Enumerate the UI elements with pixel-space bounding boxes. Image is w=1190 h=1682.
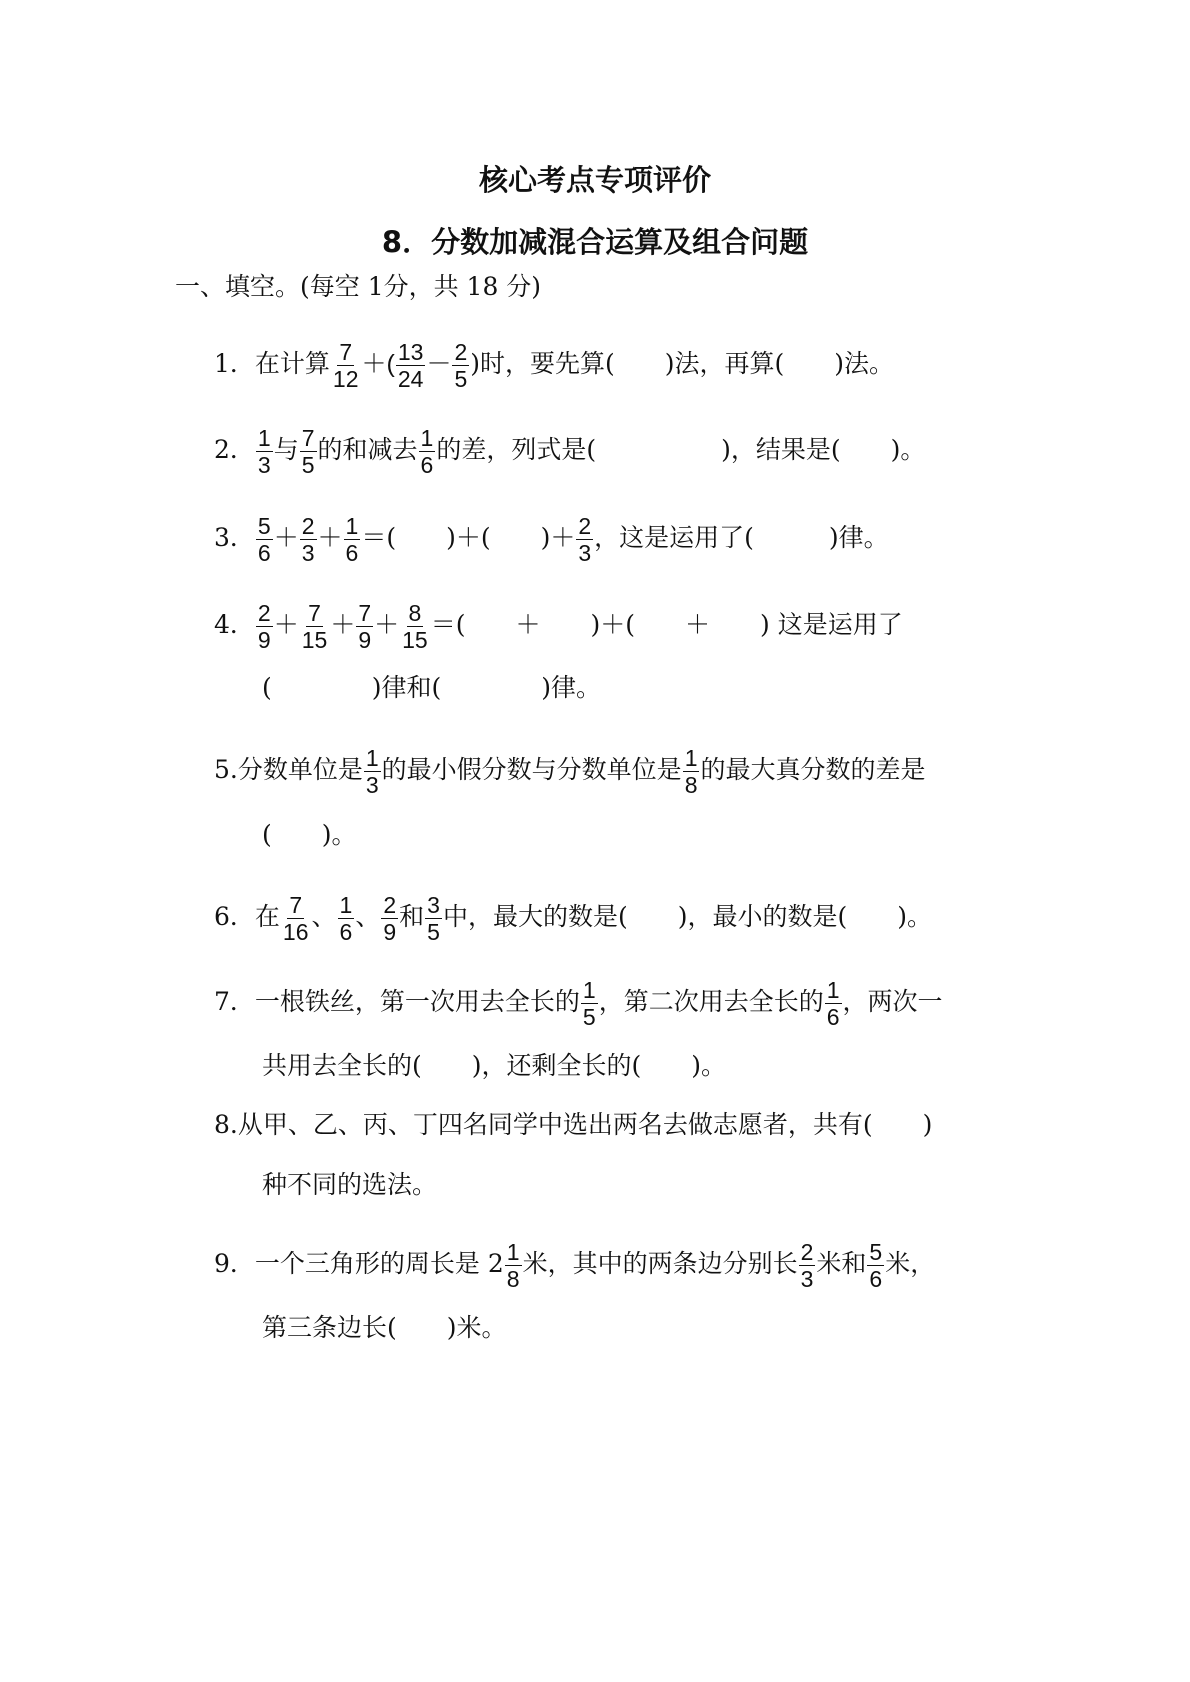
question-text: 在计算 (254, 349, 330, 378)
question-7-continuation: 共用去全长的( )，还剩全长的( )。 (262, 1051, 727, 1080)
question-text: 与 (273, 435, 299, 464)
fraction: $\frac{2}{5}$ (454, 339, 468, 392)
fraction: $\frac{1}{3}$ (365, 745, 379, 798)
question-text: 米， (885, 1249, 936, 1278)
question-text: ＝( ＋ )＋( ＋ ) 这是运用了 (430, 610, 903, 639)
question-text: ＝( )＋( )＋ (361, 523, 576, 552)
question-text: ＋ (273, 524, 299, 552)
question-3 (214, 514, 889, 565)
question-number: 8. (214, 1110, 238, 1139)
question-number: 2． (214, 435, 255, 464)
question-8 (214, 1110, 932, 1140)
page-subtitle: 8．分数加减混合运算及组合问题 (381, 225, 809, 259)
question-text: 米，其中的两条边分别长 (522, 1249, 798, 1278)
fraction: $\frac{7}{5}$ (301, 425, 315, 478)
fraction: $\frac{7}{12}$ (332, 339, 359, 392)
question-2 (214, 426, 925, 477)
question-number: 5. (214, 755, 238, 784)
question-text: 从甲、乙、丙、丁四名同学中选出两名去做志愿者，共有( ) (237, 1110, 933, 1139)
question-text: 分数单位是 (237, 755, 363, 784)
question-number: 9． (214, 1249, 255, 1278)
question-number: 7． (214, 987, 255, 1016)
question-5 (214, 746, 926, 797)
question-text: 一个三角形的周长是 2 (254, 1249, 504, 1278)
question-text: ，这是运用了( )律。 (594, 523, 889, 552)
question-text: )时，要先算( )法，再算( )法。 (470, 349, 895, 378)
question-5-continuation: ( )。 (262, 820, 357, 849)
fraction: $\frac{1}{3}$ (257, 425, 271, 478)
question-text: ＋ (273, 611, 299, 639)
question-text: 和 (399, 902, 425, 931)
question-number: 6． (214, 902, 255, 931)
question-6 (214, 893, 932, 944)
question-4-continuation: ( )律和( )律。 (262, 673, 602, 702)
question-text: 在 (254, 902, 280, 931)
question-4 (214, 601, 903, 652)
question-9-continuation: 第三条边长( )米。 (262, 1313, 507, 1342)
fraction: $\frac{1}{8}$ (506, 1239, 520, 1292)
fraction: $\frac{1}{6}$ (345, 513, 359, 566)
fraction: $\frac{7}{16}$ (282, 892, 309, 945)
question-text: 的差，列式是( )，结果是( )。 (436, 435, 926, 464)
fraction: $\frac{5}{6}$ (257, 513, 271, 566)
fraction: $\frac{7}{15}$ (301, 600, 328, 653)
question-7 (214, 978, 943, 1029)
question-text: 的最大真分数的差是 (700, 755, 926, 784)
fraction: $\frac{5}{6}$ (869, 1239, 883, 1292)
fraction: $\frac{1}{6}$ (826, 977, 840, 1030)
question-number: 3． (214, 523, 255, 552)
question-text: 、 (355, 902, 381, 931)
question-text: ＋( (361, 350, 395, 378)
question-text: － (426, 350, 452, 378)
question-text: 、 (311, 902, 337, 931)
fraction: $\frac{1}{6}$ (339, 892, 353, 945)
question-9 (214, 1240, 935, 1291)
fraction: $\frac{1}{8}$ (684, 745, 698, 798)
question-text: 的和减去 (317, 435, 418, 464)
fraction: $\frac{8}{15}$ (402, 600, 428, 653)
fraction: $\frac{1}{5}$ (582, 977, 596, 1030)
fraction: $\frac{2}{3}$ (301, 513, 315, 566)
question-text: 一根铁丝，第一次用去全长的 (254, 987, 580, 1016)
fraction: $\frac{2}{9}$ (257, 600, 271, 653)
question-text: ＋ (330, 611, 356, 639)
question-text: 米和 (816, 1249, 867, 1278)
question-number: 4． (214, 610, 255, 639)
fraction: $\frac{1}{6}$ (420, 425, 434, 478)
question-8-continuation: 种不同的选法。 (262, 1170, 438, 1199)
question-text: ＋ (317, 524, 343, 552)
section-heading: 一、填空。(每空 1分，共 18 分) (175, 272, 542, 301)
fraction: $\frac{2}{3}$ (800, 1239, 814, 1292)
question-text: ，第二次用去全长的 (598, 987, 824, 1016)
fraction: $\frac{2}{3}$ (578, 513, 592, 566)
fraction: $\frac{13}{24}$ (397, 339, 424, 392)
question-text: 的最小假分数与分数单位是 (381, 755, 682, 784)
question-text: 中，最大的数是( )，最小的数是( )。 (442, 902, 932, 931)
fraction: $\frac{3}{5}$ (427, 892, 440, 945)
question-1 (214, 340, 894, 391)
question-number: 1． (214, 349, 255, 378)
fraction: $\frac{7}{9}$ (358, 600, 372, 653)
question-text: ，两次一 (842, 987, 943, 1016)
fraction: $\frac{2}{9}$ (383, 892, 397, 945)
question-text: ＋ (374, 611, 400, 639)
page-title: 核心考点专项评价 (478, 163, 711, 197)
